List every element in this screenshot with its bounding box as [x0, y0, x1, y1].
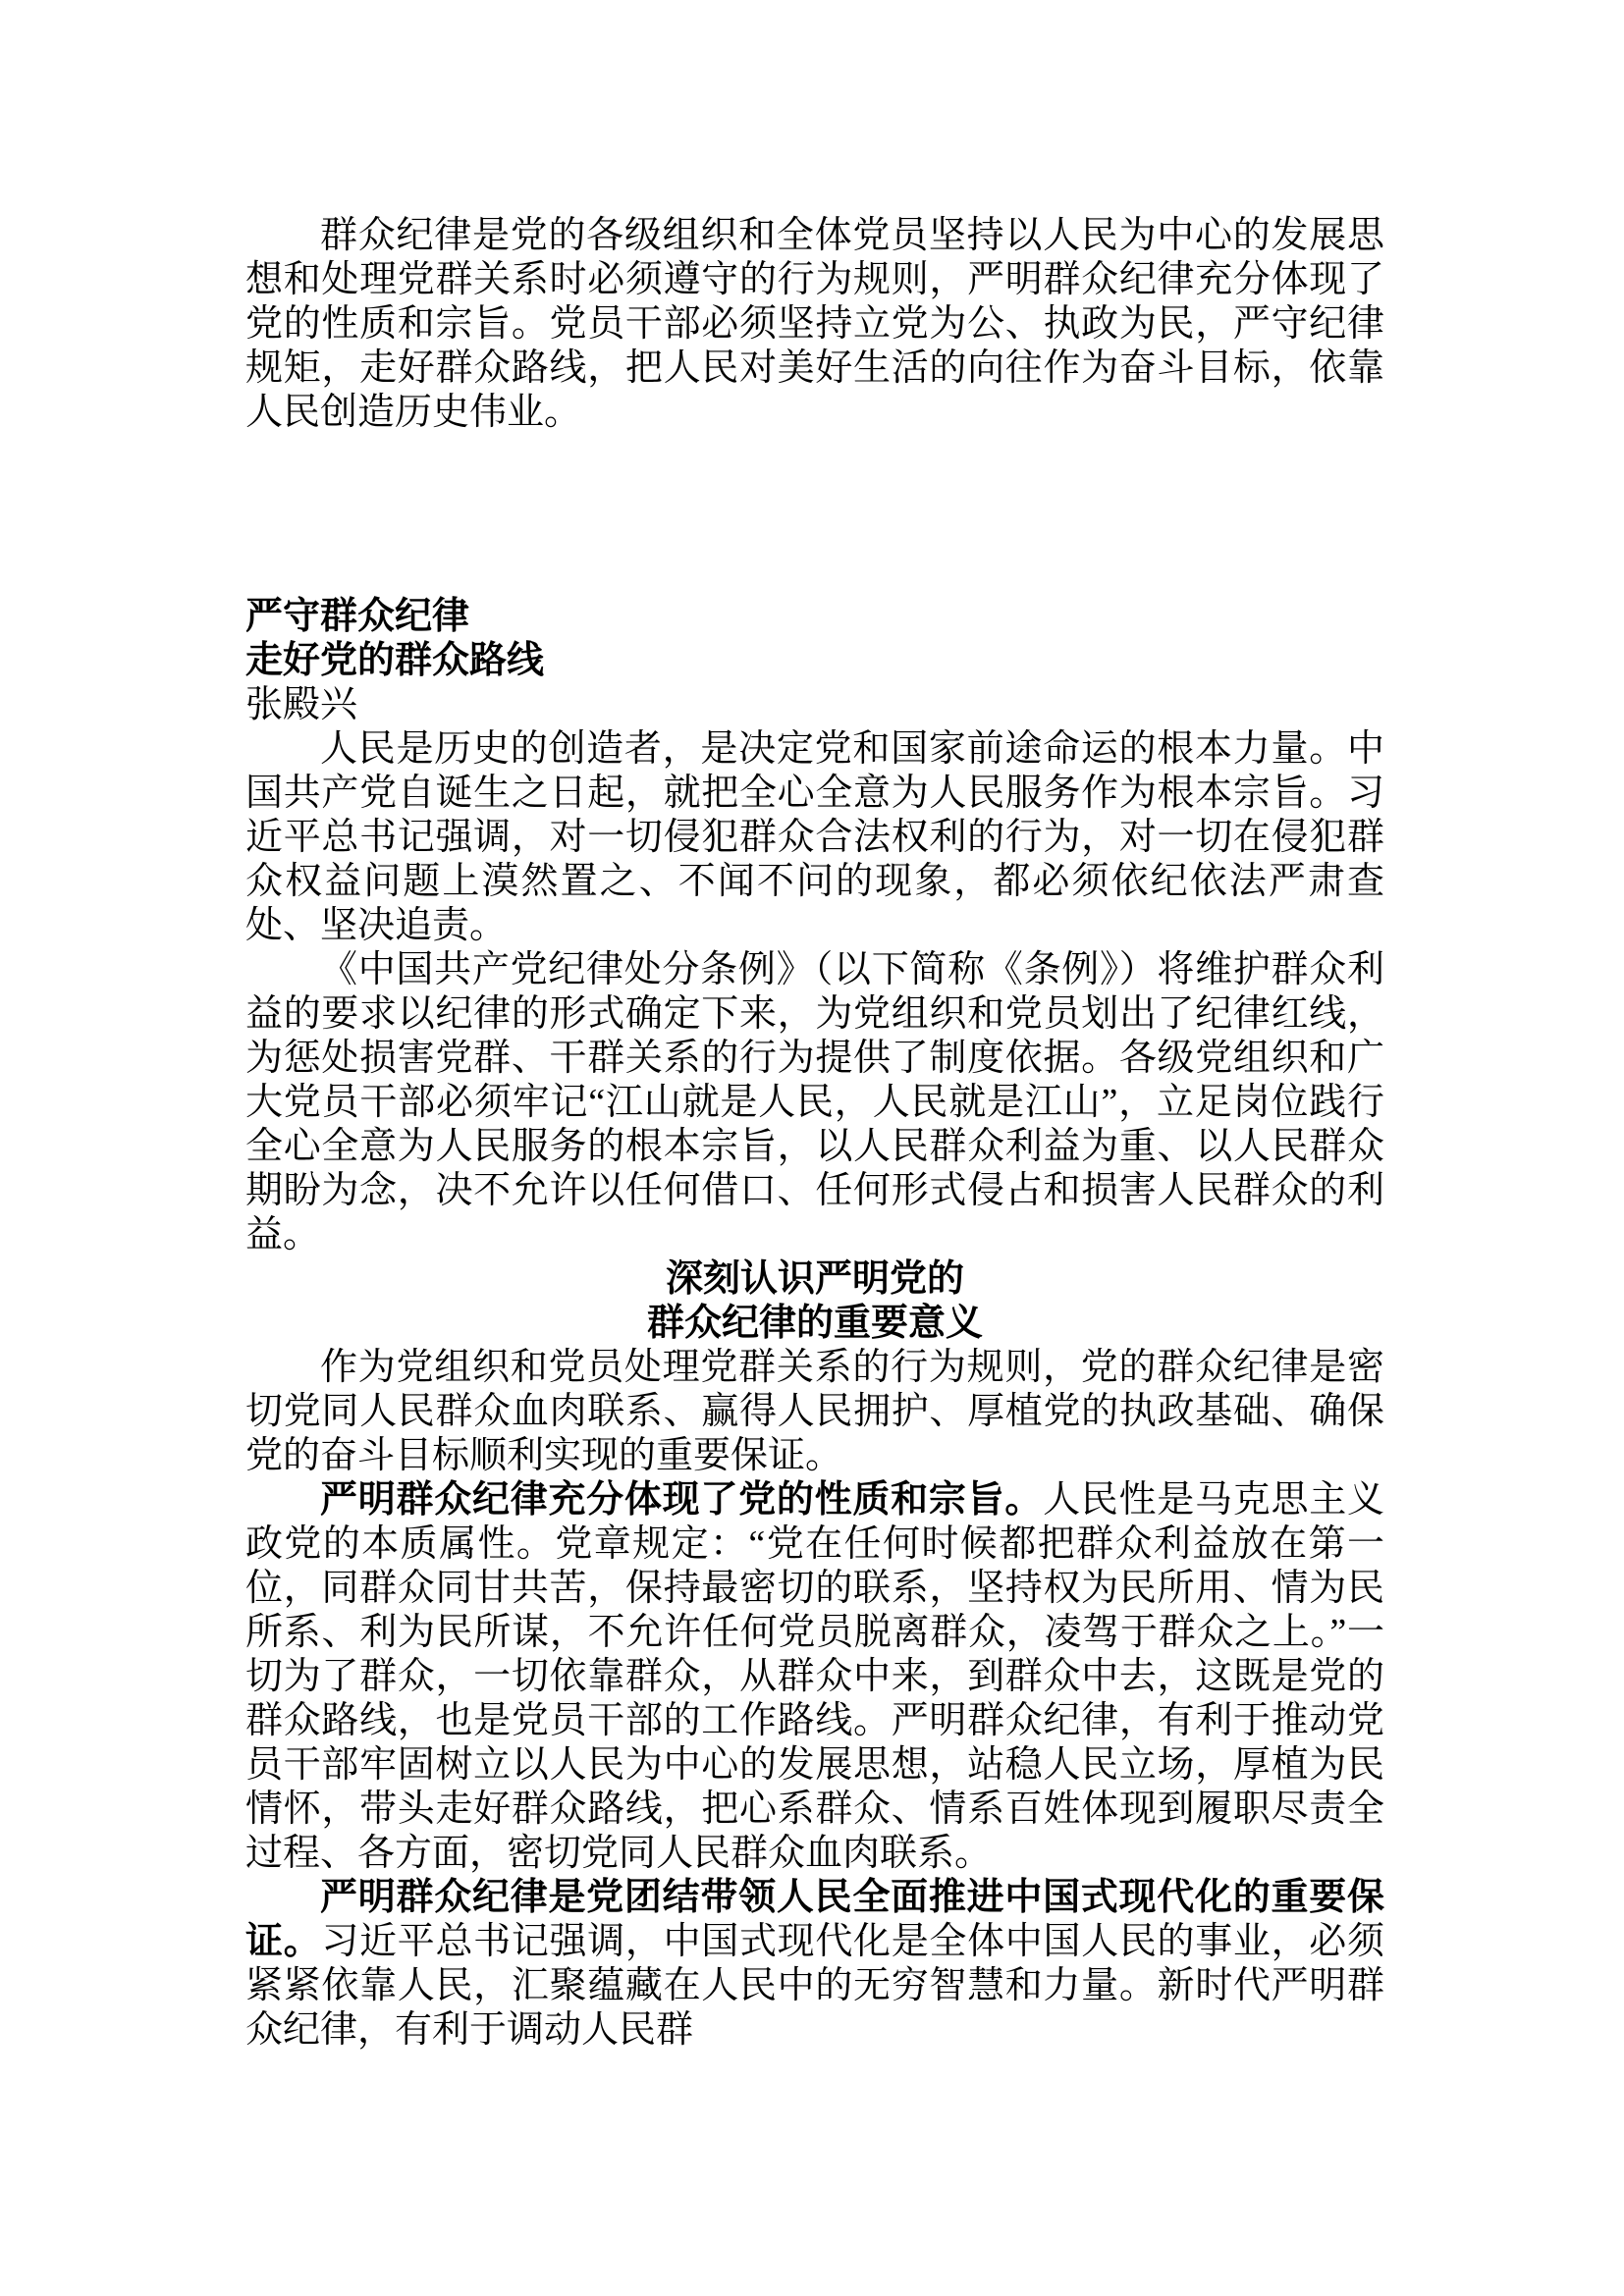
article-paragraph-2: 《中国共产党纪律处分条例》（以下简称《条例》）将维护群众利益的要求以纪律的形式确定下来，为党组织和党员划出了纪律红线，为惩处损害党群、干群关系的行为提供了制度依据。各级党组织和广大党员干部必须牢记“江山就是人民，人民就是江山”，立足岗位践行全心全意为人民服务的根本宗旨，以人民群众利益为重、以人民群众期盼为念，决不允许以任何借口、任何形式侵占和损害人民群众的利益。	[245, 949, 1384, 1255]
section-paragraph-3	[245, 1876, 1384, 2053]
blank-lines-spacer	[245, 435, 1384, 595]
article-paragraph-1: 人民是历史的创造者，是决定党和国家前途命运的根本力量。中国共产党自诞生之日起，就把全心全意为人民服务作为根本宗旨。习近平总书记强调，对一切侵犯群众合法权利的行为，对一切在侵犯群众权益问题上漠然置之、不闻不问的现象，都必须依纪依法严肃查处、坚决追责。	[245, 728, 1384, 946]
section-paragraph-2	[245, 1478, 1384, 1876]
section-paragraph-2-lead: 严明群众纪律充分体现了党的性质和宗旨。	[320, 1479, 1044, 1521]
section-heading-line-1: 深刻认识严明党的	[665, 1258, 964, 1300]
section-paragraph-2-text: 人民性是马克思主义政党的本质属性。党章规定：“党在任何时候都把群众利益放在第一位，同群众同甘共苦，保持最密切的联系，坚持权为民所用、情为民所系、利为民所谋，不允许任何党员脱离群众，凌驾于群众之上。”一切为了群众，一切依靠群众，从群众中来，到群众中去，这既是党的群众路线，也是党员干部的工作路线。严明群众纪律，有利于推动党员干部牢固树立以人民为中心的发展思想，站稳人民立场，厚植为民情怀，带头走好群众路线，把心系群众、情系百姓体现到履职尽责全过程、各方面，密切党同人民群众血肉联系。	[245, 1479, 1384, 1874]
article-author: 张殿兴	[245, 684, 358, 725]
section-paragraph-3-text: 习近平总书记强调，中国式现代化是全体中国人民的事业，必须紧紧依靠人民，汇聚蕴藏在人民中的无穷智慧和力量。新时代严明群众纪律，有利于调动人民群	[245, 1921, 1384, 2051]
section-paragraph-1: 作为党组织和党员处理党群关系的行为规则，党的群众纪律是密切党同人民群众血肉联系、赢得人民拥护、厚植党的执政基础、确保党的奋斗目标顺利实现的重要保证。	[245, 1347, 1384, 1476]
article-title-line-1: 严守群众纪律	[245, 596, 470, 637]
section-paragraph-3-lead: 严明群众纪律是党团结带领人民全面推进中国式现代化的重要保证。	[245, 1877, 1384, 1962]
intro-paragraph: 群众纪律是党的各级组织和全体党员坚持以人民为中心的发展思想和处理党群关系时必须遵守的行为规则，严明群众纪律充分体现了党的性质和宗旨。党员干部必须坚持立党为公、执政为民，严守纪律规矩，走好群众路线，把人民对美好生活的向往作为奋斗目标，依靠人民创造历史伟业。	[245, 215, 1384, 433]
section-heading-line-2: 群众纪律的重要意义	[646, 1303, 983, 1344]
section-heading	[245, 1257, 1384, 1346]
article-title-line-2: 走好党的群众路线	[245, 640, 545, 681]
